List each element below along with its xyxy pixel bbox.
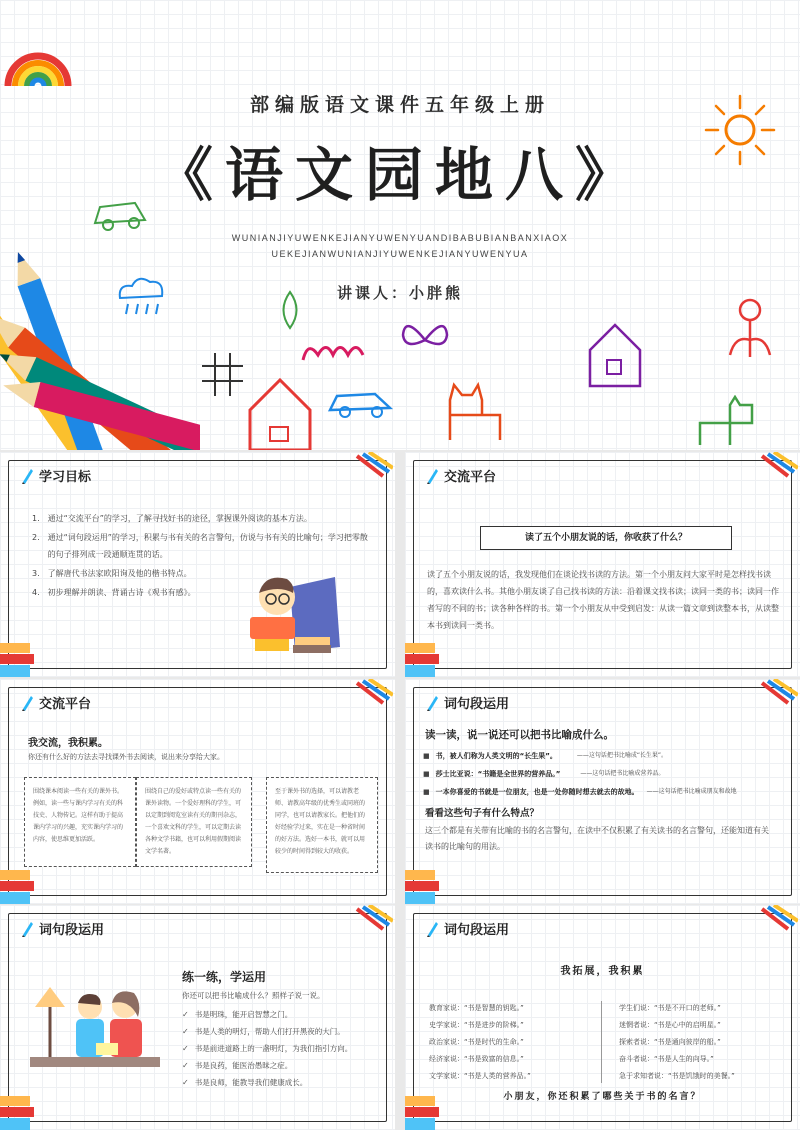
parent-child-reading-illustration	[30, 977, 160, 1087]
slide-phrase-usage-1	[405, 679, 800, 904]
pen-icon	[20, 694, 34, 712]
list-item: 教育家说：“书是智慧的钥匙。”	[429, 1004, 524, 1012]
slide-phrase-usage-3	[405, 905, 800, 1130]
crayons-corner-icon	[353, 679, 393, 705]
car2-doodle-icon	[325, 382, 395, 422]
item-number: 1.	[32, 514, 40, 523]
cover-subtitle: 部编版语文课件五年级上册	[249, 94, 550, 116]
quote-note: ——这句话把书比喻成朋友和故地	[646, 788, 737, 795]
crayons-corner-icon	[353, 905, 393, 931]
check-icon: ✓	[182, 1044, 189, 1053]
cat-doodle-icon	[440, 380, 510, 445]
crayons-corner-icon	[758, 452, 798, 478]
method-box-3: 至于课外书的选择，可以请教老师、请教高年级的优秀生或同班的同学，也可以请教家长。把他们的好经验学过来，实在是一种省时间的好方法。选好一本书，就可以用较少的时间得到较大的收获。	[266, 777, 378, 873]
slide-title	[20, 693, 91, 712]
crayons-corner-icon	[758, 679, 798, 705]
question-box: 读了五个小朋友说的话，你收获了什么？	[480, 526, 732, 550]
list-item	[32, 529, 372, 563]
answer-text: 读了五个小朋友说的话，我发现他们在谈论找书读的方法。第一个小朋友问大家平时是怎样找书读的，喜欢读什么书。其他小朋友谈了自己找书读的方法：沿着课文找书读；读同一类的书；读同一作者写的不同的书；读各种各样的书。第一个小朋友从中受到启发：从读一篇文章到读整本书，从读整本书到读同一类书。	[427, 570, 779, 630]
check-icon: ✓	[182, 1010, 189, 1019]
footer-question: 小朋友，你还积累了哪些关于书的名言？	[503, 1092, 702, 1102]
rainbow-icon	[2, 28, 74, 88]
section-heading: 练一练，学运用	[182, 970, 267, 984]
dog-doodle-icon	[690, 395, 760, 450]
item-text: 书是良师，能教导我们健康成长。	[194, 1078, 308, 1087]
slide-title-text: 词句段运用	[444, 697, 510, 712]
books-corner-icon	[0, 637, 36, 677]
item-number: 4.	[32, 588, 40, 597]
quote-note: ——这句话把书比喻成营养品。	[580, 770, 665, 777]
list-item: 奋斗者说：“书是人生的向导。”	[619, 1055, 714, 1063]
list-item: 探索者说：“书是通向彼岸的船。”	[619, 1038, 721, 1046]
boy-reading-illustration	[235, 567, 345, 662]
list-item: 文学家说：“书是人类的营养品。”	[429, 1072, 531, 1080]
slide-title-text: 词句段运用	[444, 923, 510, 938]
list-item	[423, 765, 793, 783]
pen-icon	[425, 467, 439, 485]
list-item	[423, 747, 793, 765]
section-intro: 你还可以把书比喻成什么？照样子说一说。	[182, 991, 325, 1000]
slide-title-text: 词句段运用	[39, 923, 105, 938]
section-heading: 我拓展，我积累	[560, 966, 645, 977]
section-heading: 我交流，我积累。	[28, 738, 108, 749]
section-heading-2: 看看这些句子有什么特点？	[425, 808, 540, 819]
pen-icon	[425, 920, 439, 938]
item-text: 书是明珠，能开启智慧之门。	[194, 1010, 293, 1019]
cover-lecturer: 讲课人：小胖熊	[336, 284, 463, 302]
method-box-1: 围绕课本阅读一些有关的课外书。例如，读一些与课内学习有关的科技史、人物传记。这样有助于提高课内学习的兴趣，充实课内学习的内容，使思维更加活跃。	[24, 777, 136, 867]
pen-icon	[20, 467, 34, 485]
slide-title-text: 学习目标	[39, 470, 92, 485]
quote-note: ——这句话把书比喻成“长生果”。	[576, 752, 668, 759]
crayons-corner-icon	[758, 905, 798, 931]
pen-icon	[425, 694, 439, 712]
list-item: 急于求知者说：“书是饥饿时的美餐。”	[619, 1072, 735, 1080]
slide-phrase-usage-2	[0, 905, 395, 1130]
check-icon: ✓	[182, 1078, 189, 1087]
list-item	[182, 1057, 372, 1074]
pen-icon	[20, 920, 34, 938]
colored-pencils-icon	[0, 210, 200, 450]
cover-pinyin	[200, 230, 600, 262]
books-corner-icon	[0, 1090, 36, 1130]
list-item: 史学家说：“书是进步的阶梯。”	[429, 1021, 524, 1029]
slide-title	[425, 466, 496, 485]
books-corner-icon	[0, 864, 36, 904]
metaphor-list	[182, 1006, 372, 1091]
section-heading: 读一读，说一说还可以把书比喻成什么。	[425, 729, 614, 741]
list-item	[182, 1040, 372, 1057]
quotes-left-list	[429, 1000, 599, 1085]
list-item: 学生们说：“书是不开口的老师。”	[619, 1004, 721, 1012]
bullet-icon: ■	[423, 752, 430, 760]
quote-text: 一本你喜爱的书就是一位朋友，也是一处你随时想去就去的故地。	[435, 788, 639, 796]
method-box-2: 围绕自己的爱好或特点读一些有关的课外读物。一个爱好理科的学生，可以定期到阅览室读有关的期刊杂志，一个喜欢文科的学生，可以定期去读各种文学书籍，也可以利用假期阅读文学名著。	[136, 777, 252, 867]
pinyin-line-1: WUNIANJIYUWENKEJIANYUWENYUANDIBABUBIANBANXIAOX	[231, 233, 569, 243]
slide-title	[425, 919, 509, 938]
books-corner-icon	[405, 637, 441, 677]
check-icon: ✓	[182, 1061, 189, 1070]
section-intro: 你还有什么好的方法去寻找课外书去阅读，说出来分享给大家。	[28, 753, 224, 761]
crayons-corner-icon	[353, 452, 393, 478]
item-text: 初步理解并朗读、背诵古诗《观书有感》。	[47, 588, 196, 597]
flower-doodle-icon	[725, 295, 775, 365]
cover-slide	[0, 0, 800, 450]
quotes-list	[423, 747, 793, 801]
slide-title-text: 交流平台	[444, 470, 497, 485]
item-text: 书是人类的明灯，帮助人们打开黑夜的大门。	[194, 1027, 345, 1036]
bullet-icon: ■	[423, 770, 430, 778]
list-item	[423, 783, 793, 801]
slide-exchange-platform-2	[0, 679, 395, 904]
spiral-doodle-icon	[298, 335, 368, 370]
item-text: 了解唐代书法家欧阳询及他的楷书特点。	[47, 569, 192, 578]
list-item	[182, 1074, 372, 1091]
slide-frame	[413, 460, 792, 669]
item-number: 2.	[32, 533, 40, 542]
list-item	[182, 1023, 372, 1040]
explanation-text: 这三个都是有关带有比喻的书的名言警句，在读中不仅积累了有关读书的名言警句，还能知道有关读书的比喻句的用法。	[425, 826, 769, 851]
books-corner-icon	[405, 864, 441, 904]
check-icon: ✓	[182, 1027, 189, 1036]
list-item: 政治家说：“书是时代的生命。”	[429, 1038, 524, 1046]
column-divider	[601, 1001, 602, 1083]
butterfly-doodle-icon	[395, 315, 455, 365]
pinyin-line-2: UEKEJIANWUNIANJIYUWENKEJIANYUWENYUA	[271, 249, 529, 259]
item-text: 书是前进道路上的一盏明灯，为我们指引方向。	[194, 1044, 353, 1053]
item-text: 通过“交流平台”的学习，了解寻找好书的途径，掌握课外阅读的基本方法。	[47, 514, 312, 523]
house-doodle-icon	[585, 320, 645, 390]
item-text: 通过“词句段运用”的学习，积累与书有关的名言警句，仿说与书有关的比喻句；学习把零散的句子排列成一段通顺连贯的话。	[47, 533, 368, 559]
list-item	[32, 510, 372, 527]
tic-tac-toe-doodle-icon	[200, 348, 245, 398]
slide-title-text: 交流平台	[39, 697, 92, 712]
slide-exchange-platform-1	[405, 452, 800, 677]
cover-title: 《语文园地八》	[154, 141, 645, 209]
quotes-right-list	[619, 1000, 789, 1085]
list-item	[182, 1006, 372, 1023]
list-item: 经济家说：“书是致富的信息。”	[429, 1055, 524, 1063]
slide-title	[20, 919, 104, 938]
quote-text: 莎士比亚说：“书籍是全世界的营养品。”	[435, 770, 561, 778]
quote-text: 书，被人们称为人类文明的“长生果”。	[435, 752, 557, 760]
bullet-icon: ■	[423, 788, 430, 796]
list-item: 迷惘者说：“书是心中的启明星。”	[619, 1021, 721, 1029]
item-text: 书是良药，能医治愚昧之症。	[194, 1061, 293, 1070]
slide-title	[425, 693, 509, 712]
item-number: 3.	[32, 569, 40, 578]
house2-doodle-icon	[245, 375, 315, 450]
slide-learning-goals	[0, 452, 395, 677]
slide-title	[20, 466, 91, 485]
